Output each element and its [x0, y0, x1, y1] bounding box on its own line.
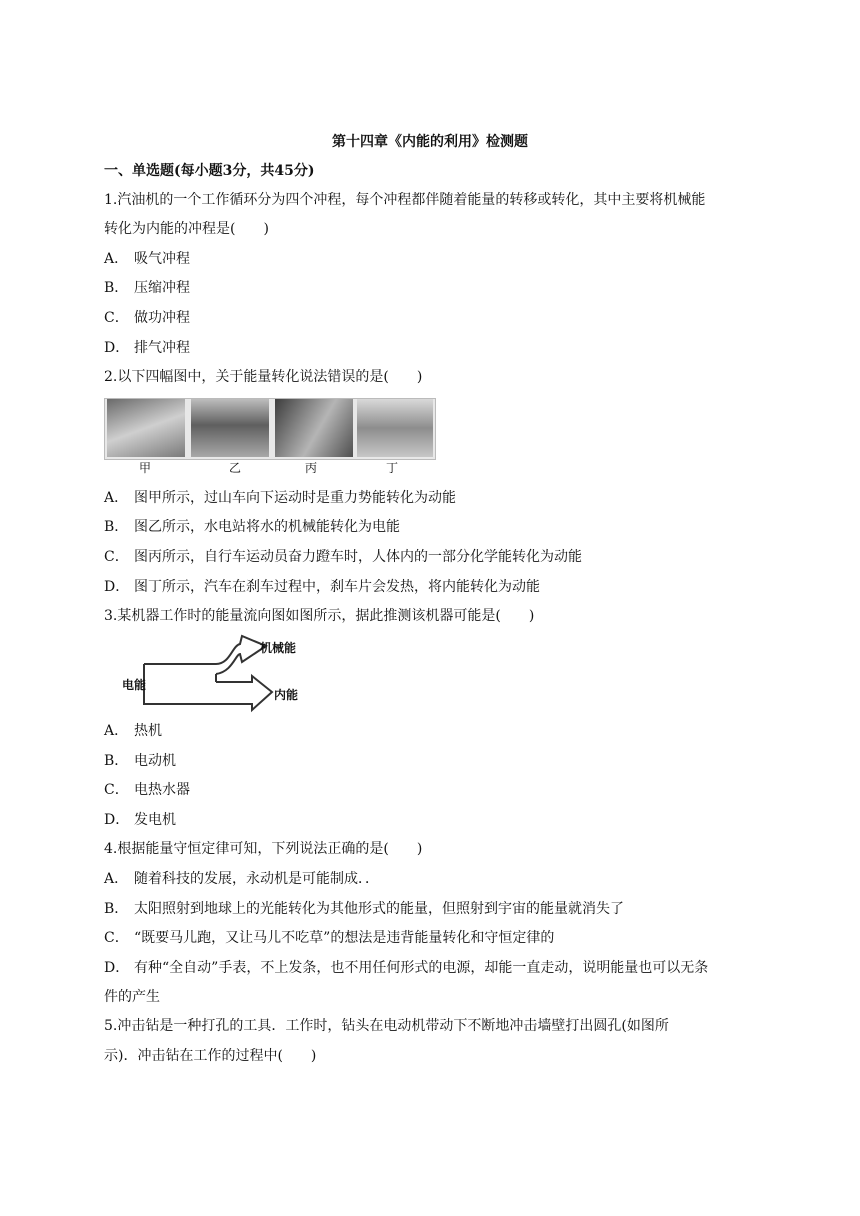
input-energy-label: 电能 — [122, 678, 147, 692]
q3-option-c: C． 电热水器 — [104, 782, 190, 798]
photo-label-ding: 丁 — [386, 461, 399, 475]
q4-option-b: B． 太阳照射到地球上的光能转化为其他形式的能量，但照射到宇宙的能量就消失了 — [104, 901, 624, 917]
race-car-photo — [357, 399, 433, 457]
q5-stem-line2: 示)．冲击钻在工作的过程中( ) — [104, 1048, 317, 1064]
section-heading: 一、单选题(每小题3分，共45分) — [104, 163, 315, 179]
photo-label-yi: 乙 — [229, 461, 242, 475]
q2-option-a: A． 图甲所示，过山车向下运动时是重力势能转化为动能 — [104, 490, 456, 506]
mechanical-energy-arrow — [144, 636, 266, 674]
cyclist-photo — [275, 399, 353, 457]
q1-stem-line1: 1.汽油机的一个工作循环分为四个冲程，每个冲程都伴随着能量的转移或转化，其中主要将机械能 — [104, 192, 706, 208]
roller-coaster-photo — [107, 399, 185, 457]
internal-energy-arrow — [144, 664, 272, 710]
q1-option-a: A． 吸气冲程 — [104, 251, 190, 267]
q4-stem: 4.根据能量守恒定律可知，下列说法正确的是( ) — [104, 841, 423, 857]
q1-stem-line2: 转化为内能的冲程是( ) — [104, 221, 269, 237]
q4-option-d: D． 有种“全自动”手表，不上发条，也不用任何形式的电源，却能一直走动，说明能量也可以无条 — [104, 960, 709, 976]
q4-option-c: C． “既要马儿跑，又让马儿不吃草”的想法是违背能量转化和守恒定律的 — [104, 930, 555, 946]
q3-stem: 3.某机器工作时的能量流向图如图所示，据此推测该机器可能是( ) — [104, 608, 535, 624]
output-bottom-energy-label: 内能 — [274, 688, 299, 702]
q4-option-d-cont: 件的产生 — [104, 989, 160, 1005]
photo-label-bing: 丙 — [305, 461, 318, 475]
q1-option-b: B． 压缩冲程 — [104, 280, 190, 296]
q2-photo-strip — [104, 398, 436, 460]
q2-option-b: B． 图乙所示，水电站将水的机械能转化为电能 — [104, 519, 400, 535]
q2-option-d: D． 图丁所示，汽车在刹车过程中，刹车片会发热，将内能转化为动能 — [104, 579, 540, 595]
output-top-energy-label: 机械能 — [260, 641, 297, 655]
q3-option-b: B． 电动机 — [104, 753, 176, 769]
q5-stem-line1: 5.冲击钻是一种打孔的工具．工作时，钻头在电动机带动下不断地冲击墙壁打出圆孔(如图所 — [104, 1018, 669, 1034]
photo-label-jia: 甲 — [139, 461, 152, 475]
q2-stem: 2.以下四幅图中，关于能量转化说法错误的是( ) — [104, 369, 423, 385]
q2-option-c: C． 图丙所示，自行车运动员奋力蹬车时，人体内的一部分化学能转化为动能 — [104, 549, 582, 565]
page-title: 第十四章《内能的利用》检测题 — [332, 134, 528, 150]
q3-option-a: A． 热机 — [104, 723, 162, 739]
hydropower-photo — [191, 399, 269, 457]
q1-option-d: D． 排气冲程 — [104, 340, 190, 356]
q4-option-a: A． 随着科技的发展，永动机是可能制成．． — [104, 871, 379, 887]
q3-option-d: D． 发电机 — [104, 812, 176, 828]
q1-option-c: C． 做功冲程 — [104, 310, 190, 326]
